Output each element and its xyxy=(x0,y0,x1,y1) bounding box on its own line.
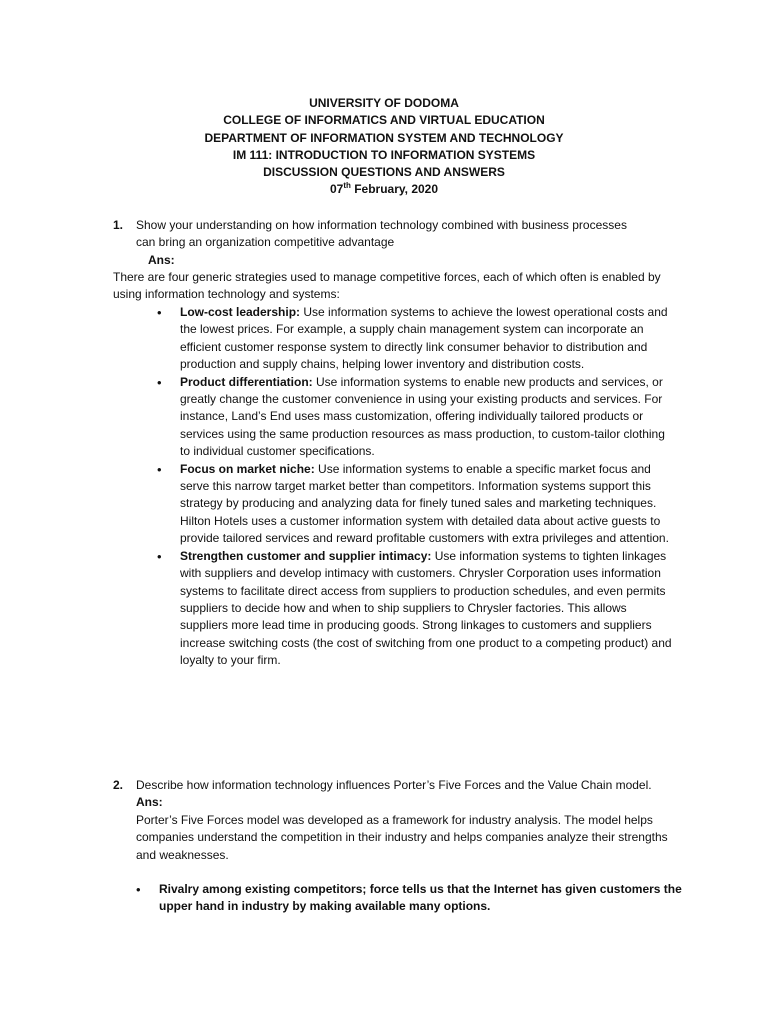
answer-label: Ans: xyxy=(136,795,163,810)
forces-list xyxy=(113,881,683,916)
bullet-icon: • xyxy=(157,548,162,564)
document-title: DISCUSSION QUESTIONS AND ANSWERS xyxy=(263,165,505,180)
list-item xyxy=(157,304,677,374)
list-item xyxy=(136,881,683,916)
bullet-icon: • xyxy=(136,882,141,897)
date-suffix: th xyxy=(343,181,351,191)
bullet-title: Strengthen customer and supplier intimacy: xyxy=(180,548,432,563)
course-title: IM 111: INTRODUCTION TO INFORMATION SYSTEMS xyxy=(232,147,536,162)
list-item xyxy=(157,548,677,670)
question-text-line-2: can bring an organization competitive advantage xyxy=(136,235,395,250)
bullet-text: Use information systems to enable a specific market focus and serve this narrow target market better than competitors. Information systems support this strategy by producing and analyzing data for finely tuned sales and marketing techniques. Hilton Hotels uses a customer information system with detailed data about active guests to provide tailored services and reward profitable customers with extra privileges and attention. xyxy=(180,461,669,546)
bullet-icon: • xyxy=(157,461,162,477)
question-text: Describe how information technology influences Porter’s Five Forces and the Value Chain model. xyxy=(136,778,652,792)
bullet-icon: • xyxy=(157,305,162,320)
answer-intro: There are four generic strategies used to manage competitive forces, each of which often is enabled by using information technology and systems: xyxy=(113,270,661,302)
bullet-icon: • xyxy=(157,374,162,390)
bullet-text: force tells us that the Internet has given customers the upper hand in industry by making available many options. xyxy=(159,882,682,914)
question-number: 1. xyxy=(113,218,124,232)
date-rest: February, 2020 xyxy=(350,182,439,197)
question-2 xyxy=(113,777,673,864)
answer-label: Ans: xyxy=(148,252,175,267)
bullet-title: Product differentiation: xyxy=(180,374,313,389)
answer-paragraph: Porter’s Five Forces model was developed as a framework for industry analysis. The model helps companies understand the competition in their industry and helps companies analyze their strengths and weaknesses. xyxy=(136,812,668,862)
date-day: 07 xyxy=(329,182,344,197)
bullet-text: Use information systems to enable new products and services, or greatly change the customer convenience in using your existing products and services. For instance, Land’s End uses mass customization, offering individually tailored products or services using the same production resources as mass production, to custom-tailor clothing to individual customer specifications. xyxy=(180,374,665,459)
document-header xyxy=(0,95,768,199)
document-date xyxy=(0,181,768,198)
college-name: COLLEGE OF INFORMATICS AND VIRTUAL EDUCATION xyxy=(223,113,545,128)
question-text-line-1: Show your understanding on how information technology combined with business processes xyxy=(136,218,627,232)
department-name: DEPARTMENT OF INFORMATION SYSTEM AND TECHNOLOGY xyxy=(204,130,564,145)
bullet-title: Low-cost leadership: xyxy=(180,305,301,319)
bullet-title: Focus on market niche: xyxy=(180,461,315,476)
bullet-title: Rivalry among existing competitors; xyxy=(159,882,367,896)
list-item xyxy=(157,374,677,461)
bullet-text: Use information systems to achieve the lowest operational costs and the lowest prices. For example, a supply chain management system can incorporate an efficient customer response system to directly link consumer behavior to distribution and production and supply chains, helping lower inventory and distribution costs. xyxy=(180,305,668,372)
list-item xyxy=(157,461,677,548)
question-number: 2. xyxy=(113,778,124,792)
question-1 xyxy=(113,217,673,269)
university-name: UNIVERSITY OF DODOMA xyxy=(309,96,459,110)
strategy-list xyxy=(157,304,677,670)
bullet-text: Use information systems to tighten linkages with suppliers and develop intimacy with customers. Chrysler Corporation uses information systems to facilitate direct access from suppliers to production schedules, and even permits suppliers to decide how and when to ship suppliers to Chrysler factories. This allows suppliers more lead time in producing goods. Strong linkages to customers and suppliers increase switching costs (the cost of switching from one product to a competing product) and loyalty to your firm. xyxy=(180,548,672,668)
